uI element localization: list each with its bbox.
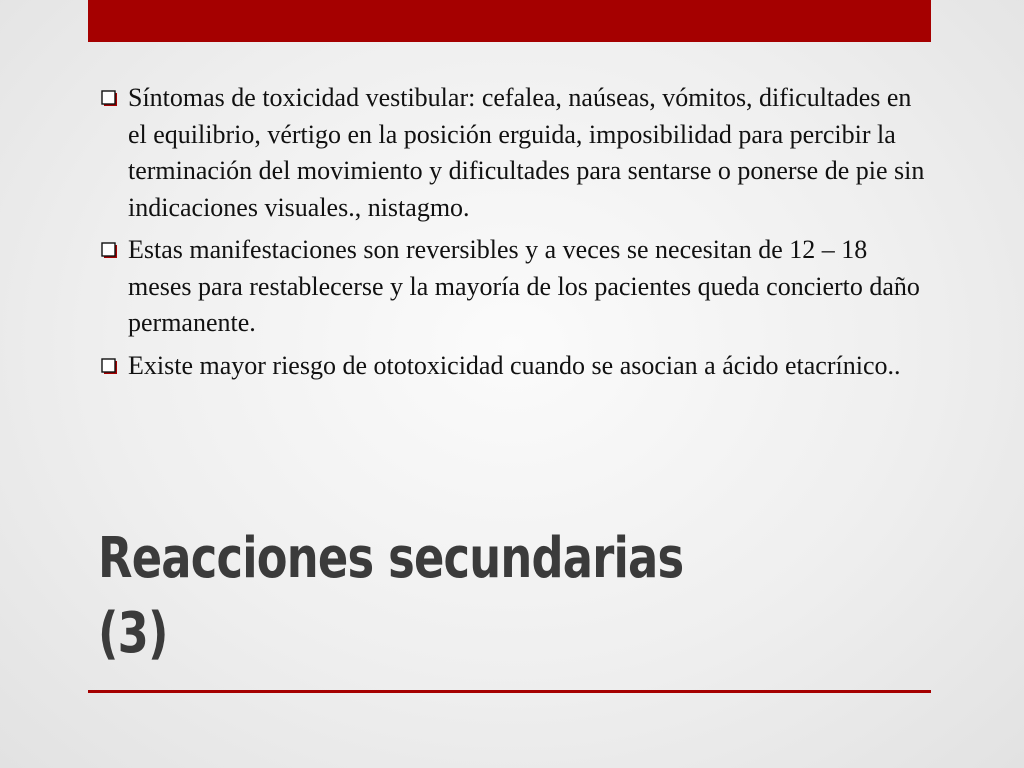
checkbox-icon — [101, 358, 118, 375]
title-underline — [88, 690, 931, 693]
top-accent-bar — [88, 0, 931, 42]
slide-title-line-1: Reacciones secundarias — [98, 526, 684, 591]
slide-title-line-2: (3) — [98, 601, 168, 666]
bullet-item — [101, 232, 931, 342]
slide-title — [98, 521, 762, 671]
bullet-text: Síntomas de toxicidad vestibular: cefalea, naúseas, vómitos, dificultades en el equilibrio, vértigo en la posición erguida, imposibilidad para percibir la terminación del movimiento y dificultades para sentarse o ponerse de pie sin indicaciones visuales., nistagmo. — [128, 83, 925, 222]
bullet-item — [101, 80, 931, 226]
bullet-text: Existe mayor riesgo de ototoxicidad cuando se asocian a ácido etacrínico.. — [128, 350, 901, 380]
checkbox-icon — [101, 242, 118, 259]
checkbox-icon — [101, 90, 118, 107]
bullet-list — [101, 80, 931, 390]
bullet-text: Estas manifestaciones son reversibles y a veces se necesitan de 12 – 18 meses para restablecerse y la mayoría de los pacientes queda concierto daño permanente. — [128, 235, 920, 337]
bullet-item — [101, 348, 931, 385]
